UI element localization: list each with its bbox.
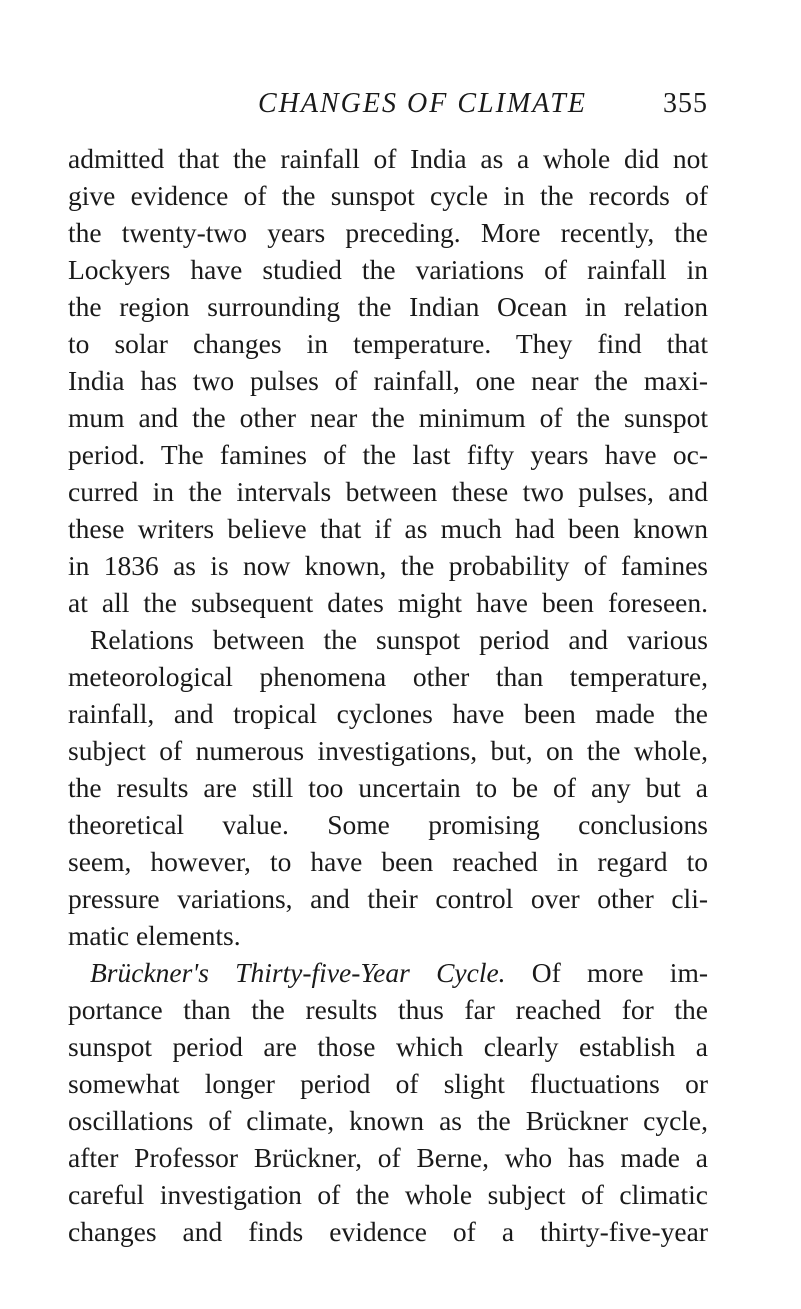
text-line: period. The famines of the last fifty years have oc- bbox=[68, 439, 708, 470]
text-line: Relations between the sunspot period and various bbox=[90, 624, 708, 655]
text-line: in 1836 as is now known, the probability of famines bbox=[68, 550, 708, 581]
text-line: Lockyers have studied the variations of rainfall in bbox=[68, 254, 708, 285]
text-line: oscillations of climate, known as the Brückner cycle, bbox=[68, 1105, 708, 1136]
running-head bbox=[68, 84, 708, 124]
text-line: after Professor Brückner, of Berne, who has made a bbox=[68, 1142, 708, 1173]
text-line: matic elements. bbox=[68, 920, 241, 951]
body-text bbox=[68, 140, 708, 1250]
text-line: curred in the intervals between these two pulses, and bbox=[68, 476, 708, 507]
text-line: careful investigation of the whole subject of climatic bbox=[68, 1179, 708, 1210]
section-heading: Brückner's Thirty-five-Year Cycle. bbox=[90, 957, 506, 988]
running-title: CHANGES OF CLIMATE bbox=[258, 88, 587, 119]
text-line: subject of numerous investigations, but, on the whole, bbox=[68, 735, 708, 766]
section-heading-line bbox=[68, 954, 708, 991]
text-line: give evidence of the sunspot cycle in the records of bbox=[68, 180, 708, 211]
text-line: mum and the other near the minimum of the sunspot bbox=[68, 402, 708, 433]
text-line: the results are still too uncertain to be of any but a bbox=[68, 772, 708, 803]
text-line: these writers believe that if as much had been known bbox=[68, 513, 708, 544]
text-line: to solar changes in temperature. They find that bbox=[68, 328, 708, 359]
text-line: sunspot period are those which clearly establish a bbox=[68, 1031, 708, 1062]
text-line: pressure variations, and their control over other cli- bbox=[68, 883, 708, 914]
text-line: admitted that the rainfall of India as a whole did not bbox=[68, 143, 708, 174]
text-line: theoretical value. Some promising conclusions bbox=[68, 809, 708, 840]
page-number: 355 bbox=[663, 88, 708, 119]
text-line: changes and finds evidence of a thirty-five-year bbox=[68, 1216, 708, 1247]
text-line: rainfall, and tropical cyclones have been made the bbox=[68, 698, 708, 729]
text-line: seem, however, to have been reached in regard to bbox=[68, 846, 708, 877]
text-line: the twenty-two years preceding. More recently, the bbox=[68, 217, 708, 248]
text-line: meteorological phenomena other than temperature, bbox=[68, 661, 708, 692]
text-line: the region surrounding the Indian Ocean in relation bbox=[68, 291, 708, 322]
text-line: India has two pulses of rainfall, one near the maxi- bbox=[68, 365, 708, 396]
text-line: portance than the results thus far reached for the bbox=[68, 994, 708, 1025]
text-line: at all the subsequent dates might have been foreseen. bbox=[68, 587, 708, 618]
text-run: Of more im- bbox=[505, 957, 708, 988]
text-line: somewhat longer period of slight fluctuations or bbox=[68, 1068, 708, 1099]
